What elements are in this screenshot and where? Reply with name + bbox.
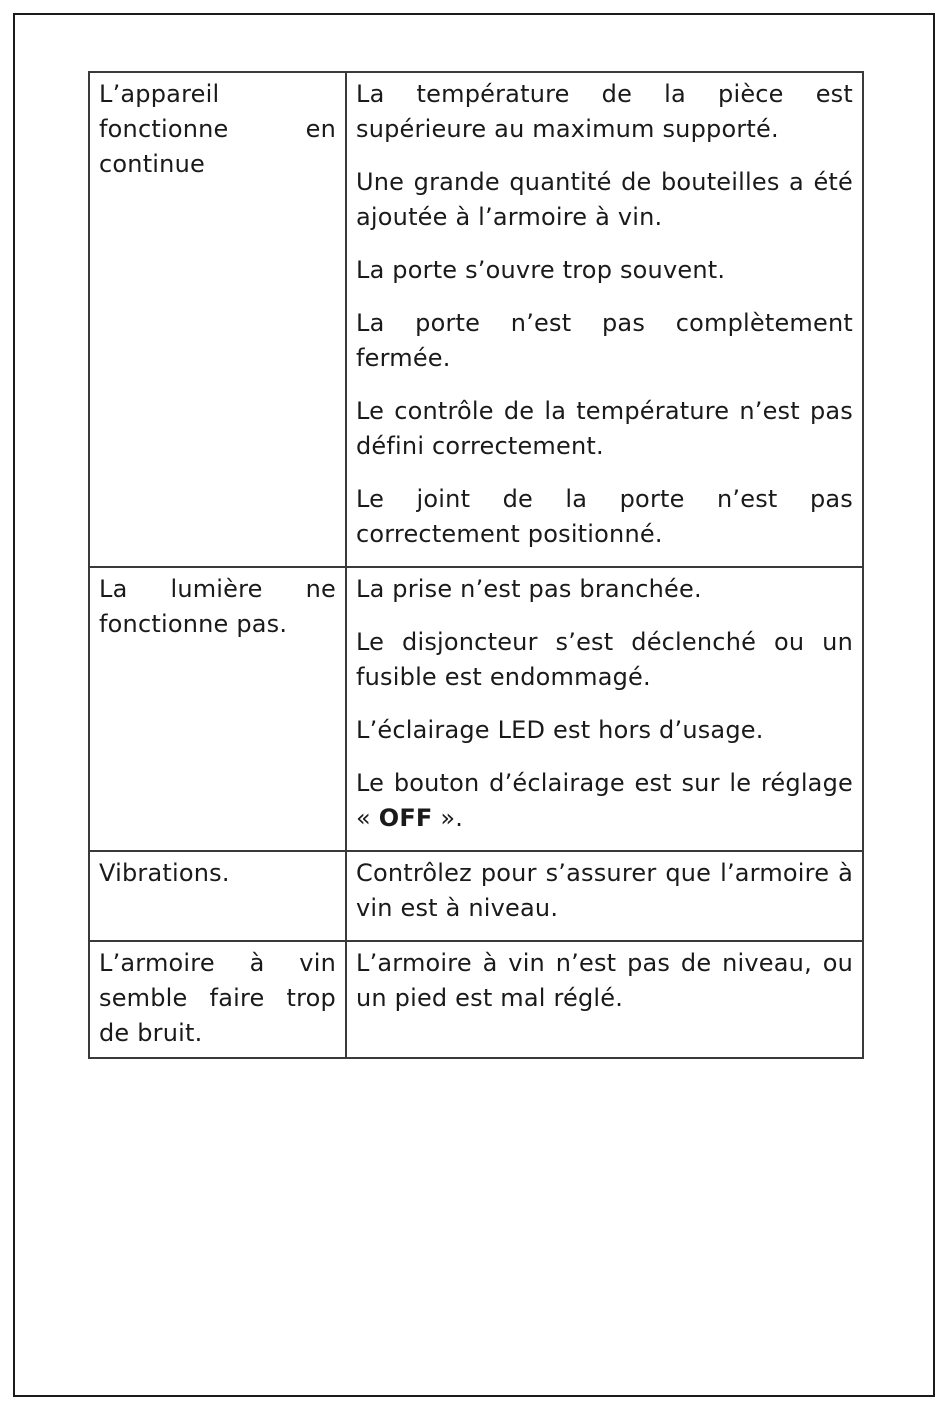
cause-text: Le joint de la porte n’est pas correctement positionné. bbox=[356, 485, 853, 548]
problem-cell bbox=[89, 851, 346, 941]
cause-text: L’éclairage LED est hors d’usage. bbox=[356, 716, 764, 744]
cause-text: Le contrôle de la température n’est pas défini correctement. bbox=[356, 397, 853, 460]
table-row bbox=[89, 567, 863, 851]
table-row bbox=[89, 941, 863, 1058]
off-setting-label: OFF bbox=[378, 804, 433, 832]
cause-text-light-switch bbox=[356, 766, 853, 836]
problem-cell bbox=[89, 567, 346, 851]
table-row bbox=[89, 851, 863, 941]
problem-cell bbox=[89, 72, 346, 567]
cause-text: La prise n’est pas branchée. bbox=[356, 575, 702, 603]
cause-text-suffix: ». bbox=[432, 804, 464, 832]
troubleshooting-table bbox=[88, 71, 864, 1059]
cause-text: Le disjoncteur s’est déclenché ou un fusible est endommagé. bbox=[356, 628, 853, 691]
cause-text: La température de la pièce est supérieure au maximum supporté. bbox=[356, 80, 853, 143]
problem-text: Vibrations. bbox=[99, 859, 230, 887]
cause-text: Une grande quantité de bouteilles a été ajoutée à l’armoire à vin. bbox=[356, 168, 853, 231]
problem-text: L’appareil fonctionne en continue bbox=[99, 80, 336, 178]
problem-text: La lumière ne fonctionne pas. bbox=[99, 575, 336, 638]
causes-cell bbox=[346, 72, 863, 567]
problem-cell bbox=[89, 941, 346, 1058]
causes-cell bbox=[346, 567, 863, 851]
problem-text: L’armoire à vin semble faire trop de bruit. bbox=[99, 949, 336, 1047]
table-row bbox=[89, 72, 863, 567]
causes-cell bbox=[346, 941, 863, 1058]
cause-text: La porte n’est pas complètement fermée. bbox=[356, 309, 853, 372]
cause-text: Contrôlez pour s’assurer que l’armoire à vin est à niveau. bbox=[356, 859, 853, 922]
causes-cell bbox=[346, 851, 863, 941]
cause-text-prefix: Le bouton d’éclairage est sur le réglage « bbox=[356, 769, 853, 832]
cause-text: La porte s’ouvre trop souvent. bbox=[356, 256, 726, 284]
cause-text: L’armoire à vin n’est pas de niveau, ou un pied est mal réglé. bbox=[356, 949, 853, 1012]
